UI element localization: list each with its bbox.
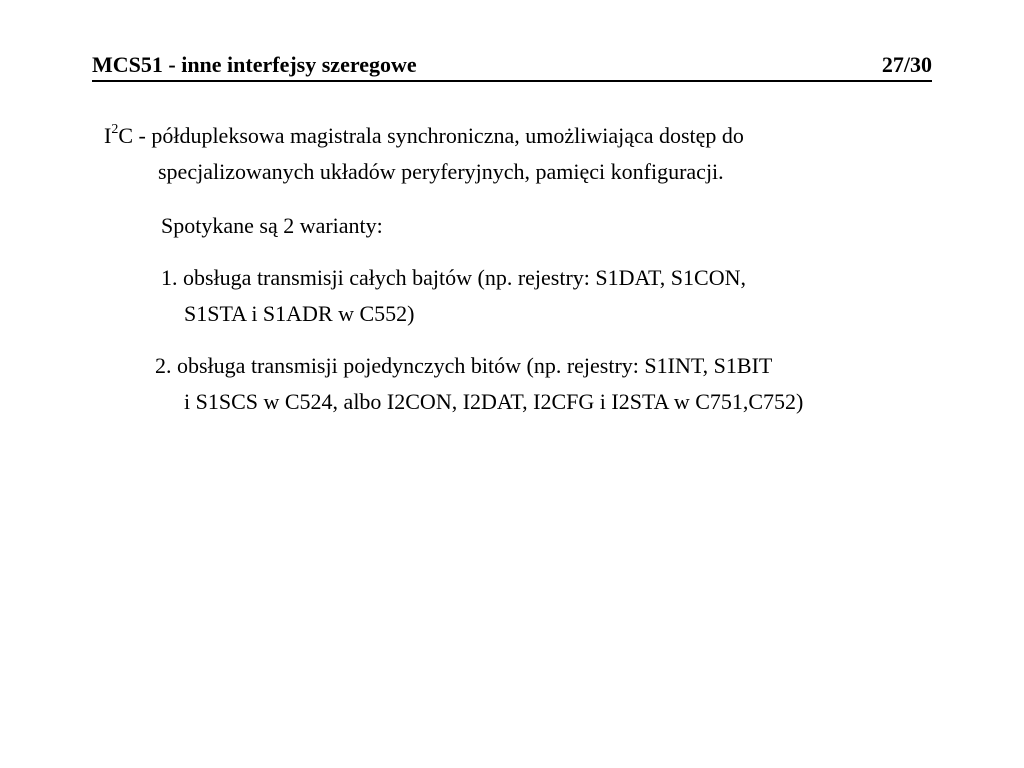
slide-title: MCS51 - inne interfejsy szeregowe: [92, 52, 417, 77]
variant-item-1: [161, 260, 746, 332]
variant-item-2: [155, 348, 803, 420]
i2c-description-line-2: specjalizowanych układów peryferyjnych, pamięci konfiguracji.: [158, 159, 724, 184]
variant-2-line-1: 2. obsługa transmisji pojedynczych bitów (np. rejestry: S1INT, S1BIT: [155, 353, 773, 378]
i2c-description: [104, 118, 744, 190]
i2c-prefix-superscript: 2: [111, 121, 119, 137]
i2c-description-line-1: [104, 118, 744, 154]
variant-2-line-2: i S1SCS w C524, albo I2CON, I2DAT, I2CFG i I2STA w C751,C752): [184, 389, 804, 414]
i2c-prefix-base: I: [104, 123, 112, 148]
slide-header: [92, 52, 932, 82]
variants-intro: Spotykane są 2 warianty:: [161, 213, 383, 238]
page-number: 27/30: [881, 52, 932, 77]
i2c-line-1-text: C - półdupleksowa magistrala synchroniczna, umożliwiająca dostęp do: [118, 123, 744, 148]
variant-1-line-2: S1STA i S1ADR w C552): [184, 301, 415, 326]
variant-1-line-1: 1. obsługa transmisji całych bajtów (np. rejestry: S1DAT, S1CON,: [161, 265, 746, 290]
